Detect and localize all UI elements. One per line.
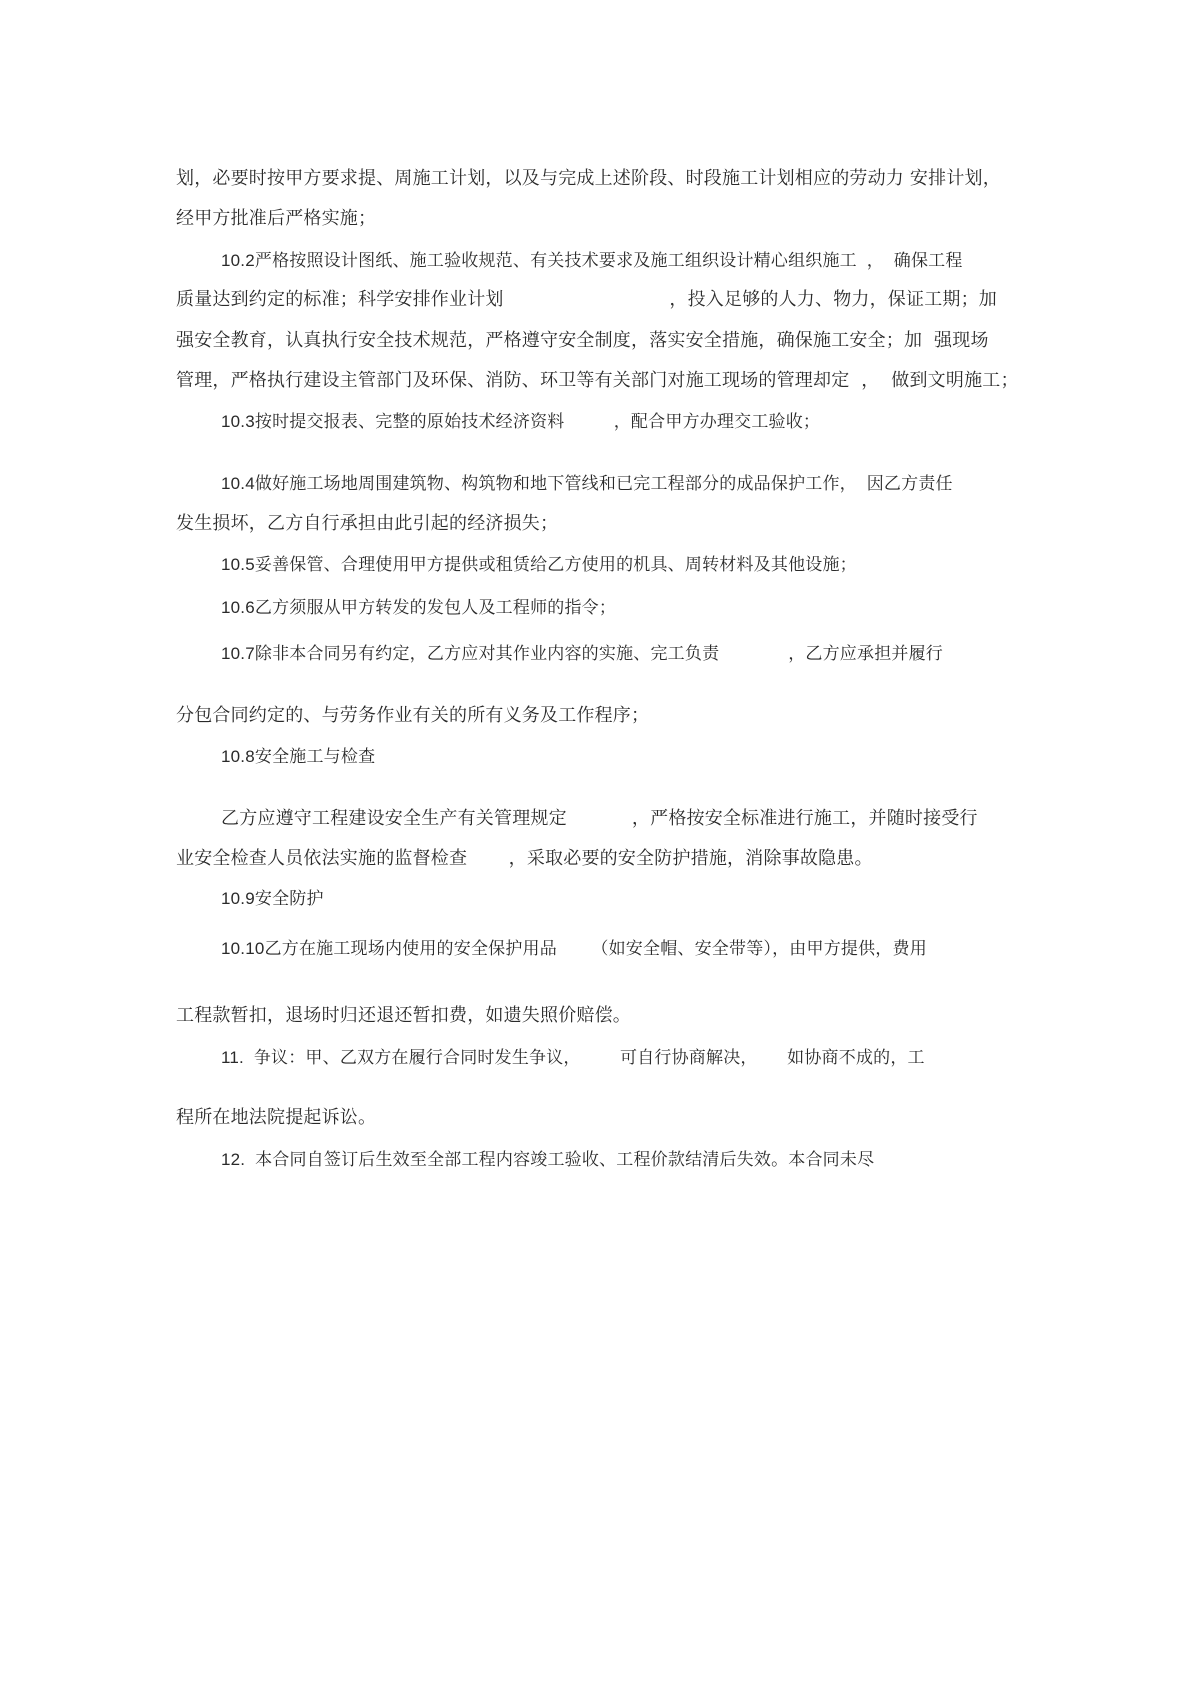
clause-10-5-line: 10.5妥善保管、合理使用甲方提供或租赁给乙方使用的机具、周转材料及其他设施；: [221, 555, 857, 574]
text-line: 管理，严格执行建设主管部门及环保、消防、环卫等有关部门对施工现场的管理却定 ， 做到文明施工；: [176, 370, 1019, 391]
text-line: 经甲方批准后严格实施；: [176, 208, 377, 229]
clause-10-6-line: 10.6乙方须服从甲方转发的发包人及工程师的指令；: [221, 598, 617, 617]
text-line: 发生损坏，乙方自行承担由此引起的经济损失；: [176, 513, 559, 534]
text-line: 质量达到约定的标准；科学安排作业计划 ，投入足够的人力、物力，保证工期；加: [176, 289, 998, 310]
text-line: 乙方应遵守工程建设安全生产有关管理规定 ，严格按安全标准进行施工，并随时接受行: [221, 808, 978, 829]
text-line: 分包合同约定的、与劳务作业有关的所有义务及工作程序；: [176, 705, 650, 726]
clause-10-9-line: 10.9安全防护: [221, 889, 324, 908]
clause-10-2-line: 10.2严格按照设计图纸、施工验收规范、有关技术要求及施工组织设计精心组织施工 ， 确保工程: [221, 251, 963, 270]
clause-10-8-line: 10.8安全施工与检查: [221, 747, 376, 766]
clause-10-4-line: 10.4做好施工场地周围建筑物、构筑物和地下管线和已完工程部分的成品保护工作， 因乙方责任: [221, 474, 953, 493]
clause-12-line: 12. 本合同自签订后生效至全部工程内容竣工验收、工程价款结清后失效。本合同未尽: [221, 1150, 875, 1169]
text-line: 工程款暂扣，退场时归还退还暂扣费，如遗失照价赔偿。: [176, 1005, 631, 1026]
text-line: 业安全检查人员依法实施的监督检查 ，采取必要的安全防护措施，消除事故隐患。: [176, 848, 873, 869]
clause-10-7-line: 10.7除非本合同另有约定，乙方应对其作业内容的实施、完工负责 ，乙方应承担并履行: [221, 644, 944, 663]
text-line: 划，必要时按甲方要求提、周施工计划，以及与完成上述阶段、时段施工计划相应的劳动力 安排计划，: [176, 168, 1001, 189]
clause-10-10-line: 10.10乙方在施工现场内使用的安全保护用品 （如安全帽、安全带等），由甲方提供，费用: [221, 939, 927, 958]
text-line: 强安全教育，认真执行安全技术规范，严格遵守安全制度，落实安全措施，确保施工安全；加 强现场: [176, 330, 989, 351]
text-line: 程所在地法院提起诉讼。: [176, 1107, 377, 1128]
clause-10-3-line: 10.3按时提交报表、完整的原始技术经济资料 ，配合甲方办理交工验收；: [221, 412, 821, 431]
clause-11-line: 11. 争议：甲、乙双方在履行合同时发生争议， 可自行协商解决， 如协商不成的，工: [221, 1048, 925, 1067]
